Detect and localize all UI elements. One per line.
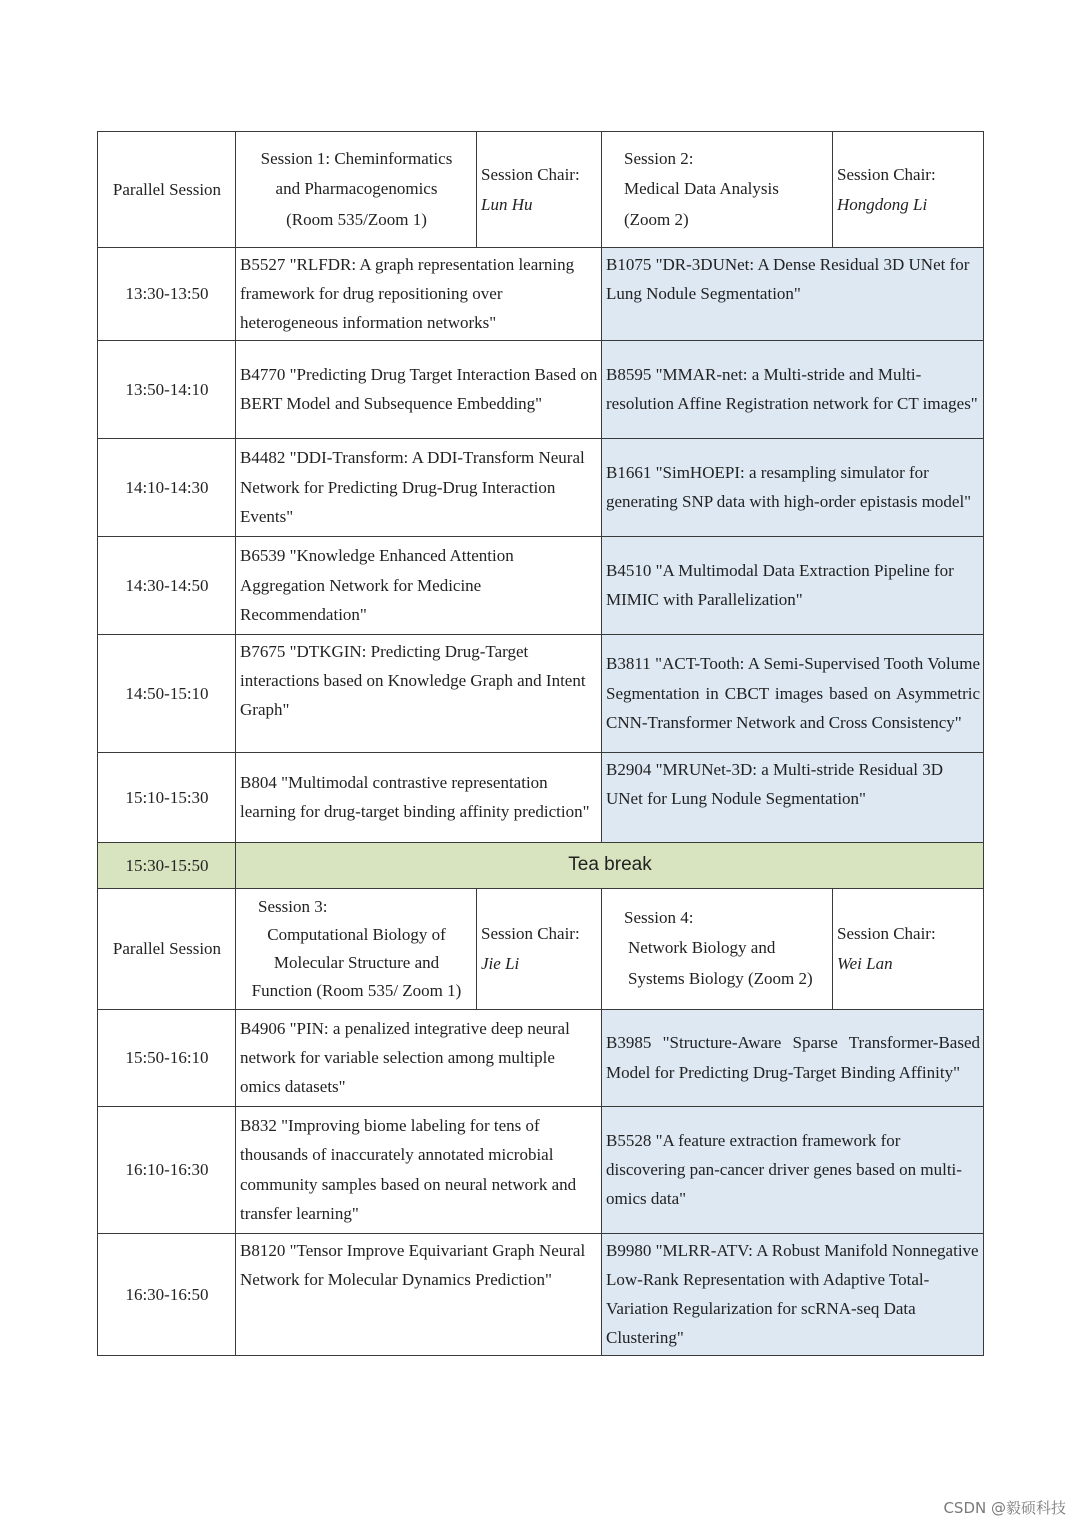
session-header-row	[98, 132, 984, 248]
paper-right: B3985 "Structure-Aware Sparse Transformer-Based Model for Predicting Drug-Target Binding Affinity"	[602, 1009, 984, 1106]
session-3-chair: Session Chair: Jie Li	[477, 888, 602, 1009]
time-slot: 16:30-16:50	[98, 1233, 236, 1355]
paper-left: B832 "Improving biome labeling for tens of thousands of inaccurately annotated microbial community samples based on neural network and transfer learning"	[236, 1106, 602, 1233]
time-slot: 15:10-15:30	[98, 752, 236, 842]
session-1-chair: Session Chair: Lun Hu	[477, 132, 602, 248]
tea-break-time: 15:30-15:50	[98, 842, 236, 888]
paper-left: B7675 "DTKGIN: Predicting Drug-Target interactions based on Knowledge Graph and Intent Graph"	[236, 634, 602, 752]
parallel-session-label: Parallel Session	[98, 132, 236, 248]
paper-left: B4906 "PIN: a penalized integrative deep neural network for variable selection among multiple omics datasets"	[236, 1009, 602, 1106]
session-header-row	[98, 888, 984, 1009]
session-2-chair-name: Hongdong Li	[837, 194, 928, 214]
paper-left: B4770 "Predicting Drug Target Interaction Based on BERT Model and Subsequence Embedding"	[236, 340, 602, 438]
table-row	[98, 438, 984, 536]
table-row	[98, 1009, 984, 1106]
paper-right: B1661 "SimHOEPI: a resampling simulator for generating SNP data with high-order epistasis model"	[602, 438, 984, 536]
time-slot: 14:10-14:30	[98, 438, 236, 536]
table-row	[98, 536, 984, 634]
time-slot: 16:10-16:30	[98, 1106, 236, 1233]
session-4-title: Session 4: Network Biology and Systems Biology (Zoom 2)	[602, 888, 833, 1009]
time-slot: 13:50-14:10	[98, 340, 236, 438]
tea-break-row	[98, 842, 984, 888]
time-slot: 13:30-13:50	[98, 248, 236, 341]
session-2-title: Session 2: Medical Data Analysis (Zoom 2)	[602, 132, 833, 248]
time-slot: 14:50-15:10	[98, 634, 236, 752]
session-3-title: Session 3: Computational Biology of Molecular Structure and Function (Room 535/ Zoom 1)	[236, 888, 477, 1009]
paper-left: B4482 "DDI-Transform: A DDI-Transform Neural Network for Predicting Drug-Drug Interaction Events"	[236, 438, 602, 536]
paper-left: B6539 "Knowledge Enhanced Attention Aggregation Network for Medicine Recommendation"	[236, 536, 602, 634]
session-2-chair: Session Chair: Hongdong Li	[833, 132, 984, 248]
session-1-chair-name: Lun Hu	[481, 194, 533, 214]
tea-break-label: Tea break	[236, 842, 984, 888]
table-row	[98, 752, 984, 842]
session-1-title: Session 1: Cheminformatics and Pharmacogenomics (Room 535/Zoom 1)	[236, 132, 477, 248]
parallel-session-label: Parallel Session	[98, 888, 236, 1009]
table-row	[98, 340, 984, 438]
paper-right: B1075 "DR-3DUNet: A Dense Residual 3D UNet for Lung Nodule Segmentation"	[602, 248, 984, 341]
paper-right: B2904 "MRUNet-3D: a Multi-stride Residual 3D UNet for Lung Nodule Segmentation"	[602, 752, 984, 842]
schedule-table	[97, 131, 984, 1356]
watermark: CSDN @毅硕科技	[943, 1499, 1066, 1517]
paper-right: B8595 "MMAR-net: a Multi-stride and Multi-resolution Affine Registration network for CT images"	[602, 340, 984, 438]
table-row	[98, 634, 984, 752]
table-row	[98, 248, 984, 341]
session-4-chair-name: Wei Lan	[837, 953, 893, 973]
table-row	[98, 1106, 984, 1233]
paper-left: B5527 "RLFDR: A graph representation learning framework for drug repositioning over heterogeneous information networks"	[236, 248, 602, 341]
time-slot: 15:50-16:10	[98, 1009, 236, 1106]
session-3-chair-name: Jie Li	[481, 953, 520, 973]
paper-right: B9980 "MLRR-ATV: A Robust Manifold Nonnegative Low-Rank Representation with Adaptive Total-Variation Regularization for scRNA-seq Data Clustering"	[602, 1233, 984, 1355]
paper-right: B5528 "A feature extraction framework for discovering pan-cancer driver genes based on multi-omics data"	[602, 1106, 984, 1233]
paper-right: B4510 "A Multimodal Data Extraction Pipeline for MIMIC with Parallelization"	[602, 536, 984, 634]
paper-right: B3811 "ACT-Tooth: A Semi-Supervised Tooth Volume Segmentation in CBCT images based on Asymmetric CNN-Transformer Network and Cross Consistency"	[602, 634, 984, 752]
paper-left: B804 "Multimodal contrastive representation learning for drug-target binding affinity prediction"	[236, 752, 602, 842]
session-4-chair: Session Chair: Wei Lan	[833, 888, 984, 1009]
paper-left: B8120 "Tensor Improve Equivariant Graph Neural Network for Molecular Dynamics Prediction"	[236, 1233, 602, 1355]
time-slot: 14:30-14:50	[98, 536, 236, 634]
table-row	[98, 1233, 984, 1355]
